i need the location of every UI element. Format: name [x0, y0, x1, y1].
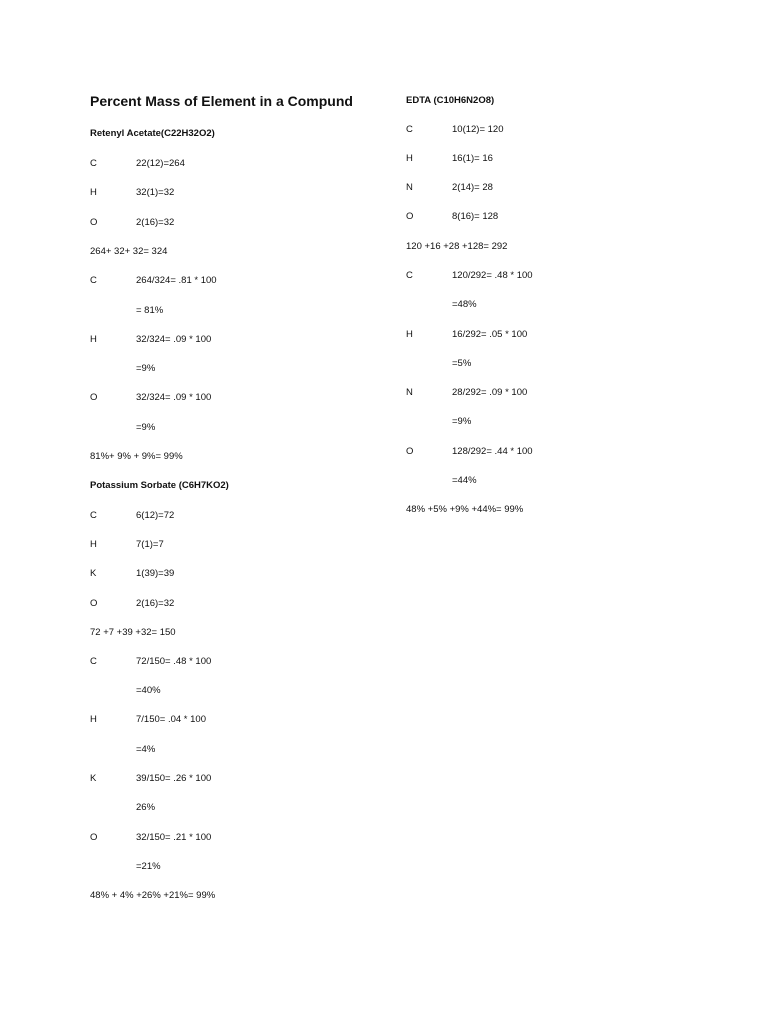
- edta-row-n-value: 2(14)= 28: [452, 182, 493, 193]
- sorbate-pct-k-result: 26%: [136, 802, 156, 813]
- edta-row-h-value: 16(1)= 16: [452, 153, 493, 164]
- sorbate-pct-c-result: =40%: [136, 685, 161, 696]
- retinyl-row-h-element: H: [90, 187, 97, 198]
- retinyl-pct-c-result: = 81%: [136, 305, 164, 316]
- sorbate-row-k-value: 1(39)=39: [136, 568, 175, 579]
- retinyl-pct-o-calc: 32/324= .09 * 100: [136, 392, 212, 403]
- retinyl-pct-c-calc: 264/324= .81 * 100: [136, 275, 217, 286]
- sorbate-pct-h-result: =4%: [136, 744, 156, 755]
- sorbate-row-h-element: H: [90, 539, 97, 550]
- edta-pct-o-result: =44%: [452, 475, 477, 486]
- sorbate-pct-c-element: C: [90, 656, 97, 667]
- retinyl-pct-o-element: O: [90, 392, 98, 403]
- sorbate-total: 72 +7 +39 +32= 150: [90, 627, 176, 638]
- retinyl-row-h-value: 32(1)=32: [136, 187, 175, 198]
- edta-pct-c-result: =48%: [452, 299, 477, 310]
- edta-row-c-element: C: [406, 124, 413, 135]
- edta-heading: EDTA (C10H6N2O8): [406, 95, 495, 106]
- retinyl-row-c-value: 22(12)=264: [136, 158, 185, 169]
- sorbate-row-k-element: K: [90, 568, 97, 579]
- edta-pct-n-calc: 28/292= .09 * 100: [452, 387, 528, 398]
- edta-pct-c-element: C: [406, 270, 413, 281]
- edta-pct-c-calc: 120/292= .48 * 100: [452, 270, 533, 281]
- edta-row-n-element: N: [406, 182, 413, 193]
- edta-pct-h-element: H: [406, 329, 413, 340]
- sorbate-row-o-element: O: [90, 598, 98, 609]
- retinyl-row-o-element: O: [90, 217, 98, 228]
- sorbate-row-h-value: 7(1)=7: [136, 539, 164, 550]
- retinyl-pct-h-result: =9%: [136, 363, 156, 374]
- sorbate-pct-c-calc: 72/150= .48 * 100: [136, 656, 212, 667]
- retinyl-row-c-element: C: [90, 158, 97, 169]
- retinyl-pct-h-calc: 32/324= .09 * 100: [136, 334, 212, 345]
- retinyl-pct-c-element: C: [90, 275, 97, 286]
- sorbate-pct-k-calc: 39/150= .26 * 100: [136, 773, 212, 784]
- sorbate-pct-o-result: =21%: [136, 861, 161, 872]
- edta-pct-o-calc: 128/292= .44 * 100: [452, 446, 533, 457]
- retinyl-heading: Retenyl Acetate(C22H32O2): [90, 128, 215, 139]
- edta-row-h-element: H: [406, 153, 413, 164]
- edta-row-o-value: 8(16)= 128: [452, 211, 499, 222]
- sorbate-heading: Potassium Sorbate (C6H7KO2): [90, 480, 229, 491]
- sorbate-pct-h-element: H: [90, 714, 97, 725]
- sorbate-pct-k-element: K: [90, 773, 97, 784]
- sorbate-pct-o-element: O: [90, 832, 98, 843]
- edta-pct-n-element: N: [406, 387, 413, 398]
- sorbate-pct-h-calc: 7/150= .04 * 100: [136, 714, 206, 725]
- sorbate-row-c-element: C: [90, 510, 97, 521]
- edta-row-o-element: O: [406, 211, 414, 222]
- edta-row-c-value: 10(12)= 120: [452, 124, 504, 135]
- page-title: Percent Mass of Element in a Compund: [90, 93, 353, 109]
- sorbate-sum: 48% + 4% +26% +21%= 99%: [90, 890, 216, 901]
- sorbate-row-c-value: 6(12)=72: [136, 510, 175, 521]
- retinyl-row-o-value: 2(16)=32: [136, 217, 175, 228]
- retinyl-pct-h-element: H: [90, 334, 97, 345]
- retinyl-total: 264+ 32+ 32= 324: [90, 246, 168, 257]
- retinyl-sum: 81%+ 9% + 9%= 99%: [90, 451, 183, 462]
- edta-pct-h-result: =5%: [452, 358, 472, 369]
- edta-pct-n-result: =9%: [452, 416, 472, 427]
- sorbate-pct-o-calc: 32/150= .21 * 100: [136, 832, 212, 843]
- edta-sum: 48% +5% +9% +44%= 99%: [406, 504, 524, 515]
- retinyl-pct-o-result: =9%: [136, 422, 156, 433]
- edta-total: 120 +16 +28 +128= 292: [406, 241, 508, 252]
- edta-pct-o-element: O: [406, 446, 414, 457]
- edta-pct-h-calc: 16/292= .05 * 100: [452, 329, 528, 340]
- sorbate-row-o-value: 2(16)=32: [136, 598, 175, 609]
